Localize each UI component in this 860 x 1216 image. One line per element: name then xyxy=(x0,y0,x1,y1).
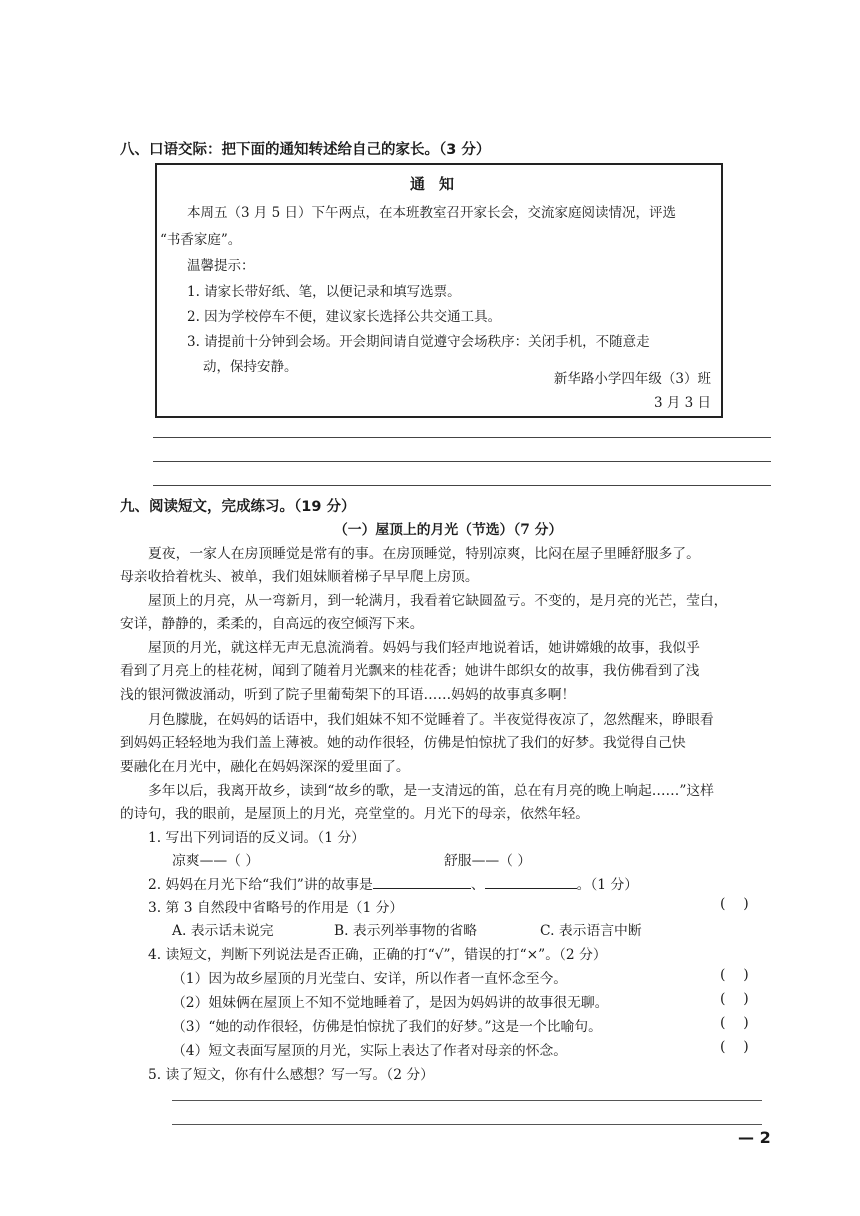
passage-line: 母亲收拾着枕头、被单，我们姐妹顺着梯子早早爬上房顶。 xyxy=(120,569,479,585)
passage-line: 屋顶上的月亮，从一弯新月，到一轮满月，我看着它缺圆盈亏。不变的，是月亮的光芒，莹白， xyxy=(148,593,728,609)
question-3-answer-paren[interactable]: ( ) xyxy=(720,896,749,912)
section-9-title: 九、阅读短文，完成练习。（19 分） xyxy=(120,499,356,515)
question-1-item-a: 凉爽——（ ） xyxy=(172,853,260,869)
question-2-blank-2[interactable] xyxy=(485,875,577,889)
notice-line: “书香家庭”。 xyxy=(160,232,242,248)
passage-line: 屋顶的月光，就这样无声无息流淌着。妈妈与我们轻声地说着话，她讲嫦娥的故事，我似乎 xyxy=(148,640,700,656)
question-4-statement-3: （3）“她的动作很轻，仿佛是怕惊扰了我们的好梦。”这是一个比喻句。 xyxy=(172,1019,602,1035)
question-4-answer-paren-1[interactable]: ( ) xyxy=(720,967,749,983)
notice-tips-label: 温馨提示： xyxy=(187,258,255,274)
question-4-statement-1: （1）因为故乡屋顶的月光莹白、安详，所以作者一直怀念至今。 xyxy=(172,971,568,987)
notice-tip: 3. 请提前十分钟到会场。开会期间请自觉遵守会场秩序：关闭手机，不随意走 xyxy=(187,334,650,350)
question-2-blank-1[interactable] xyxy=(373,875,471,889)
answer-line xyxy=(153,437,771,438)
question-4-statement-2: （2）姐妹俩在屋顶上不知不觉地睡着了，是因为妈妈讲的故事很无聊。 xyxy=(172,995,609,1011)
question-4: 4. 读短文，判断下列说法是否正确，正确的打“√”，错误的打“×”。（2 分） xyxy=(148,947,607,963)
passage-line: 安详，静静的，柔柔的，自高远的夜空倾泻下来。 xyxy=(120,616,424,632)
passage-line: 月色朦胧，在妈妈的话语中，我们姐妹不知不觉睡着了。半夜觉得夜凉了，忽然醒来，睁眼看 xyxy=(148,712,714,728)
passage-line: 到妈妈正轻轻地为我们盖上薄被。她的动作很轻，仿佛是怕惊扰了我们的好梦。我觉得自己快 xyxy=(120,735,686,751)
notice-line: 本周五（3 月 5 日）下午两点，在本班教室召开家长会，交流家庭阅读情况，评选 xyxy=(187,205,677,221)
question-3-option-a: A. 表示话未说完 xyxy=(172,923,274,939)
page-number: — 2 xyxy=(738,1128,771,1147)
question-2-prefix: 2. 妈妈在月光下给“我们”讲的故事是 xyxy=(148,877,373,893)
question-3: 3. 第 3 自然段中省略号的作用是（1 分） xyxy=(148,900,404,916)
notice-tip: 1. 请家长带好纸、笔，以便记录和填写选票。 xyxy=(187,284,461,300)
passage-line: 要融化在月光中，融化在妈妈深深的爱里面了。 xyxy=(120,759,410,775)
passage-line: 看到了月亮上的桂花树，闻到了随着月光飘来的桂花香；她讲牛郎织女的故事，我仿佛看到了浅 xyxy=(120,663,700,679)
question-1-item-b: 舒服——（ ） xyxy=(444,853,532,869)
passage-line: 多年以后，我离开故乡，读到“故乡的歌，是一支清远的笛，总在有月亮的晚上响起……”这样 xyxy=(148,783,714,799)
notice-date: 3 月 3 日 xyxy=(653,395,711,411)
question-3-option-c: C. 表示语言中断 xyxy=(540,923,642,939)
question-2-suffix: 。（1 分） xyxy=(576,877,639,893)
answer-line xyxy=(153,485,771,486)
notice-title: 通知 xyxy=(409,175,468,193)
question-1: 1. 写出下列词语的反义词。（1 分） xyxy=(148,830,365,846)
passage-line: 夏夜，一家人在房顶睡觉是常有的事。在房顶睡觉，特别凉爽，比闷在屋子里睡舒服多了。 xyxy=(148,546,700,562)
question-3-option-b: B. 表示列举事物的省略 xyxy=(334,923,478,939)
question-4-answer-paren-4[interactable]: ( ) xyxy=(720,1039,749,1055)
notice-tip: 2. 因为学校停车不便，建议家长选择公共交通工具。 xyxy=(187,309,502,325)
question-4-answer-paren-3[interactable]: ( ) xyxy=(720,1015,749,1031)
answer-line xyxy=(172,1100,762,1101)
notice-box xyxy=(155,163,723,418)
answer-line xyxy=(172,1124,762,1125)
passage-line: 的诗句，我的眼前，是屋顶上的月光，亮堂堂的。月光下的母亲，依然年轻。 xyxy=(120,806,590,822)
notice-tip: 动，保持安静。 xyxy=(203,359,298,375)
question-2-separator: 、 xyxy=(470,877,485,893)
notice-signer: 新华路小学四年级（3）班 xyxy=(553,371,711,387)
question-2 xyxy=(148,873,638,893)
question-4-answer-paren-2[interactable]: ( ) xyxy=(720,991,749,1007)
passage-line: 浅的银河微波涌动，听到了院子里葡萄架下的耳语……妈妈的故事真多啊！ xyxy=(120,687,576,703)
passage-title: （一）屋顶上的月光（节选）（7 分） xyxy=(334,522,563,538)
answer-line xyxy=(153,461,771,462)
question-4-statement-4: （4）短文表面写屋顶的月光，实际上表达了作者对母亲的怀念。 xyxy=(172,1043,568,1059)
section-8-title: 八、口语交际：把下面的通知转述给自己的家长。（3 分） xyxy=(120,142,491,158)
question-5: 5. 读了短文，你有什么感想？写一写。（2 分） xyxy=(148,1067,434,1083)
